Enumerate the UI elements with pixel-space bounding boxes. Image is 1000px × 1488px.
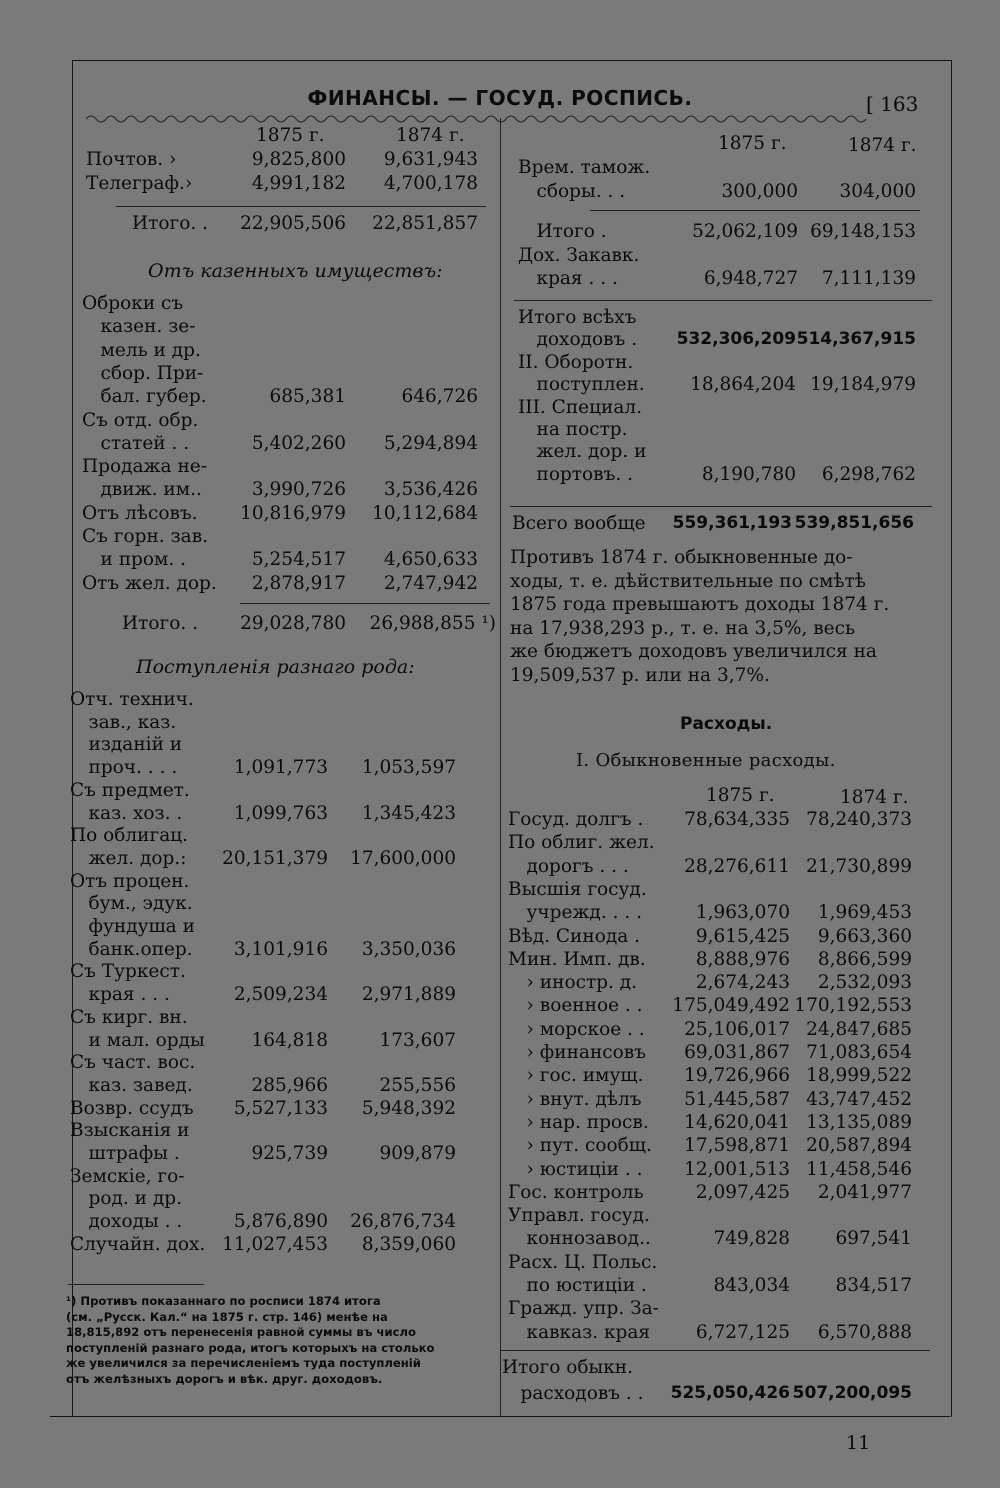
row-label: Съ Туркест. xyxy=(70,961,186,983)
expense-row xyxy=(508,878,912,901)
value-1874: 2,532,093 xyxy=(817,972,912,994)
value-1874: 2,971,889 xyxy=(361,984,456,1006)
table-row xyxy=(518,306,916,329)
table-row xyxy=(70,711,456,734)
value-1874: 8,359,060 xyxy=(361,1233,456,1255)
table-row xyxy=(70,870,456,893)
value-1875: 10,816,979 xyxy=(240,502,346,524)
row-label: поступлен. xyxy=(518,374,645,396)
value-1875: 25,106,017 xyxy=(684,1018,790,1040)
value-1874: 20,587,894 xyxy=(806,1135,912,1157)
itogo-row xyxy=(122,612,496,635)
value-1875: 5,402,260 xyxy=(251,432,346,454)
expense-row xyxy=(508,1018,912,1041)
value-1874: 7,111,139 xyxy=(821,268,916,289)
value-1874: 9,631,943 xyxy=(383,149,478,170)
running-header-title: ФИНАНСЫ. — ГОСУД. РОСПИСЬ. xyxy=(307,86,693,110)
value-1875: 1,091,773 xyxy=(233,757,328,779)
row-label: учрежд. . . . xyxy=(508,902,642,924)
table-row xyxy=(70,847,456,870)
rule xyxy=(240,603,490,604)
value-1874: 19,184,979 xyxy=(810,374,916,396)
rule xyxy=(510,506,932,507)
row-label: кавказ. края xyxy=(508,1321,651,1343)
value-1875: 69,031,867 xyxy=(684,1042,790,1063)
row-label: Отъ жел. дор. xyxy=(82,572,217,594)
row-label: Почтов. › xyxy=(86,149,177,170)
value-1874: 13,135,089 xyxy=(806,1111,912,1133)
value-1875: 19,726,966 xyxy=(684,1065,790,1087)
value-1874: 909,879 xyxy=(379,1143,456,1164)
value-1875: 532,306,209 xyxy=(676,329,796,350)
value-1875: 525,050,426 xyxy=(670,1383,790,1403)
table-row xyxy=(82,315,478,338)
right-year-1875: 1875 г. xyxy=(718,133,787,154)
value-1874: 1,345,423 xyxy=(361,802,456,824)
value-1874: 26,988,855 ¹) xyxy=(369,613,496,634)
value-1875: 2,097,425 xyxy=(695,1181,790,1203)
table-row xyxy=(70,1074,456,1097)
value-1875: 175,049,492 xyxy=(672,995,790,1017)
table-row xyxy=(70,733,456,756)
column-divider xyxy=(500,118,501,1416)
table-row xyxy=(70,1210,456,1233)
table-row xyxy=(70,1165,456,1188)
value-1875: 285,966 xyxy=(251,1074,328,1096)
value-1874: 22,851,857 xyxy=(372,213,478,234)
row-label: банк.опер. xyxy=(70,938,193,960)
row-label: дорогъ . . . xyxy=(508,855,629,877)
value-1874: 26,876,734 xyxy=(350,1211,456,1233)
rule xyxy=(116,206,486,207)
row-label: сборы. . . xyxy=(518,181,626,202)
table-row xyxy=(70,1233,456,1256)
row-label: По облиг. жел. xyxy=(508,832,655,854)
row-label: Гражд. упр. За- xyxy=(508,1298,659,1320)
expense-row xyxy=(508,1227,912,1250)
row-label: каз. хоз. . xyxy=(70,802,183,824)
table-row xyxy=(82,292,478,315)
rule xyxy=(590,210,920,211)
table-row xyxy=(70,756,456,779)
expense-total-row xyxy=(502,1356,912,1379)
row-label: Телеграф.› xyxy=(86,173,193,194)
footnote-line: (см. „Русск. Кал.“ на 1875 г. стр. 146) менѣе на xyxy=(66,1309,388,1324)
row-label: Отъ процен. xyxy=(70,870,190,892)
expense-row xyxy=(508,1204,912,1227)
value-1874: 3,350,036 xyxy=(361,938,456,960)
table-row xyxy=(70,1142,456,1165)
row-label: › морское . . xyxy=(508,1018,645,1040)
value-1874: 8,866,599 xyxy=(817,948,912,970)
decorative-rule xyxy=(86,110,936,128)
row-label: Расх. Ц. Польс. xyxy=(508,1251,658,1273)
value-1875: 925,739 xyxy=(251,1143,328,1164)
value-1874: 11,458,546 xyxy=(806,1158,912,1180)
value-1875: 9,615,425 xyxy=(695,925,790,947)
value-1874: 43,747,452 xyxy=(806,1088,912,1110)
row-label: Управл. госуд. xyxy=(508,1205,650,1227)
value-1875: 2,509,234 xyxy=(233,984,328,1006)
value-1875: 14,620,041 xyxy=(684,1111,790,1133)
ordinary-expenses-subheading: I. Обыкновенные расходы. xyxy=(576,750,836,771)
table-row xyxy=(518,396,916,419)
table-row xyxy=(70,983,456,1006)
row-label: доходы . . xyxy=(70,1211,183,1233)
row-label: › гос. имущ. xyxy=(508,1065,644,1087)
row-label: изданій и xyxy=(70,734,183,756)
table-row xyxy=(82,455,478,478)
row-label: жел. дор. и xyxy=(518,441,647,463)
table-row xyxy=(70,1187,456,1210)
value-1874: 646,726 xyxy=(401,386,478,408)
table-row xyxy=(70,938,456,961)
row-label: Врем. тамож. xyxy=(518,157,651,178)
value-1875: 52,062,109 xyxy=(692,221,798,242)
row-label: Продажа не- xyxy=(82,456,207,478)
section-heading-misc: Поступленія разнаго рода: xyxy=(136,656,415,678)
row-label: Съ част. вос. xyxy=(70,1052,196,1074)
value-1875: 5,527,133 xyxy=(233,1097,328,1119)
expense-row xyxy=(508,1297,912,1320)
row-label: казен. зе- xyxy=(82,316,196,338)
paragraph-line: 1875 года превышаютъ доходы 1874 г. xyxy=(510,594,890,615)
table-row xyxy=(82,362,478,385)
expense-row xyxy=(508,1111,912,1134)
row-label: › пут. сообщ. xyxy=(508,1135,652,1157)
left-year-1875: 1875 г. xyxy=(256,125,325,146)
value-1875: 3,101,916 xyxy=(233,938,328,960)
expenses-heading: Расходы. xyxy=(680,714,773,734)
value-1875: 5,876,890 xyxy=(233,1211,328,1233)
row-label: Взысканія и xyxy=(70,1120,190,1142)
paragraph-line: на 17,938,293 р., т. е. на 3,5%, весь xyxy=(510,617,856,639)
row-label: Всего вообще xyxy=(512,513,646,534)
row-label: › юстиціи . . xyxy=(508,1158,643,1180)
table-row xyxy=(70,892,456,915)
expense-row xyxy=(508,1321,912,1344)
row-label: Итого . xyxy=(518,221,607,242)
section-heading-property: Отъ казенныхъ имуществъ: xyxy=(148,260,443,282)
row-label: Съ кирг. вн. xyxy=(70,1006,188,1028)
table-row xyxy=(518,463,916,486)
row-label: Итого. . xyxy=(122,613,198,634)
expense-row xyxy=(508,925,912,948)
page-number: 11 xyxy=(846,1432,871,1454)
row-label: Съ отд. обр. xyxy=(82,409,199,431)
expense-row xyxy=(508,1158,912,1181)
value-1875: 749,828 xyxy=(713,1228,790,1250)
expense-row xyxy=(508,1274,912,1297)
row-label: Итого обыкн. xyxy=(502,1357,633,1378)
expense-row xyxy=(508,855,912,878)
table-row xyxy=(70,688,456,711)
value-1875: 5,254,517 xyxy=(251,549,346,571)
value-1875: 12,001,513 xyxy=(684,1158,790,1180)
value-1874: 4,650,633 xyxy=(383,549,478,571)
value-1874: 514,367,915 xyxy=(796,329,916,350)
table-row xyxy=(82,339,478,362)
value-1874: 9,663,360 xyxy=(817,925,912,947)
value-1875: 18,864,204 xyxy=(690,374,796,396)
footnote-line: 18,815,892 отъ перенесенія равной суммы въ число xyxy=(66,1325,416,1339)
value-1874: 5,294,894 xyxy=(383,432,478,454)
value-1875: 8,190,780 xyxy=(701,463,796,485)
row-label: Госуд. долгъ . xyxy=(508,809,644,830)
left-year-1874: 1874 г. xyxy=(396,125,465,146)
right-year-1874: 1874 г. xyxy=(848,135,917,156)
value-1875: 4,991,182 xyxy=(251,173,346,194)
value-1874: 5,948,392 xyxy=(361,1097,456,1119)
value-1875: 78,634,335 xyxy=(684,809,790,830)
table-row xyxy=(86,148,478,171)
row-label: фундуша и xyxy=(70,916,195,937)
value-1875: 843,034 xyxy=(713,1275,790,1296)
value-1875: 17,598,871 xyxy=(684,1135,790,1157)
footnote-line: поступленій разнаго рода, итогъ которыхъ на столько xyxy=(66,1340,435,1355)
expense-row xyxy=(508,1134,912,1157)
row-label: род. и др. xyxy=(70,1188,182,1210)
row-label: Земскіе, го- xyxy=(70,1165,185,1187)
table-row xyxy=(518,267,916,290)
row-label: II. Оборотн. xyxy=(518,351,634,373)
table-row xyxy=(518,373,916,396)
value-1875: 3,990,726 xyxy=(251,479,346,501)
value-1874: 4,700,178 xyxy=(383,173,478,194)
table-row xyxy=(70,960,456,983)
row-label: на постр. xyxy=(518,419,628,440)
row-label: доходовъ . xyxy=(518,329,638,351)
row-label: Случайн. дох. xyxy=(70,1233,206,1255)
row-label: проч. . . . xyxy=(70,757,178,779)
table-row xyxy=(82,525,478,548)
value-1875: 20,151,379 xyxy=(222,847,328,869)
value-1875: 29,028,780 xyxy=(240,613,346,634)
value-1874: 1,053,597 xyxy=(361,757,456,779)
row-label: Дох. Закавк. xyxy=(518,244,640,266)
paragraph-line: Противъ 1874 г. обыкновенные до- xyxy=(510,547,853,568)
row-label: расходовъ . . xyxy=(502,1383,644,1404)
value-1874: 255,556 xyxy=(379,1074,456,1096)
value-1874: 24,847,685 xyxy=(806,1018,912,1040)
row-label: Итого всѣхъ xyxy=(518,307,637,328)
value-1875: 300,000 xyxy=(721,181,798,202)
value-1875: 6,948,727 xyxy=(703,268,798,289)
paragraph-line: 19,509,537 р. или на 3,7%. xyxy=(510,664,770,686)
row-label: Мин. Имп. дв. xyxy=(508,948,646,970)
table-row xyxy=(82,502,478,525)
table-row xyxy=(70,1051,456,1074)
expense-row xyxy=(508,808,912,831)
table-row xyxy=(518,220,916,243)
value-1874: 173,607 xyxy=(379,1029,456,1051)
value-1874: 17,600,000 xyxy=(350,847,456,869)
row-label: и пром. . xyxy=(82,549,187,571)
expense-row xyxy=(508,1088,912,1111)
table-row xyxy=(70,1029,456,1052)
row-label: Съ предмет. xyxy=(70,779,190,801)
row-label: штрафы . xyxy=(70,1143,180,1164)
row-label: коннозавод.. xyxy=(508,1228,651,1250)
rule xyxy=(500,1350,930,1351)
table-row xyxy=(70,1006,456,1029)
expense-row xyxy=(508,831,912,854)
row-label: портовъ. . xyxy=(518,463,634,485)
row-label: Вѣд. Синода . xyxy=(508,925,641,947)
expense-total-row xyxy=(502,1382,912,1405)
footnote-line: же увеличился за перечисленіемъ туда поступленій xyxy=(66,1356,421,1370)
value-1874: 3,536,426 xyxy=(383,479,478,501)
expense-row xyxy=(508,971,912,994)
value-1874: 1,969,453 xyxy=(817,902,912,924)
row-label: бал. губер. xyxy=(82,386,207,408)
row-label: бум., эдук. xyxy=(70,893,193,915)
table-row xyxy=(70,915,456,938)
table-row xyxy=(518,156,916,179)
value-1874: 10,112,684 xyxy=(372,502,478,524)
row-label: сбор. При- xyxy=(82,362,204,384)
value-1875: 6,727,125 xyxy=(695,1321,790,1343)
row-label: каз. завед. xyxy=(70,1074,193,1096)
rule xyxy=(514,300,932,301)
table-row xyxy=(82,409,478,432)
row-label: › финансовъ xyxy=(508,1042,646,1063)
row-label: жел. дор.: xyxy=(70,847,187,869)
row-label: Высшія госуд. xyxy=(508,878,647,900)
value-1874: 6,570,888 xyxy=(817,1321,912,1343)
expense-row xyxy=(508,994,912,1017)
row-label: зав., каз. xyxy=(70,711,177,733)
row-label: › внут. дѣлъ xyxy=(508,1088,642,1110)
table-row xyxy=(70,779,456,802)
row-label: Оброки съ xyxy=(82,293,184,314)
value-1874: 2,747,942 xyxy=(383,572,478,594)
value-1874: 18,999,522 xyxy=(806,1065,912,1087)
row-label: по юстиціи . xyxy=(508,1275,647,1296)
row-label: края . . . xyxy=(70,984,170,1006)
value-1874: 69,148,153 xyxy=(810,221,916,242)
row-label: › иностр. д. xyxy=(508,972,638,994)
value-1874: 170,192,553 xyxy=(794,995,912,1017)
expense-row xyxy=(508,1041,912,1064)
row-label: статей . . xyxy=(82,432,190,454)
value-1875: 51,445,587 xyxy=(684,1088,790,1110)
value-1874: 697,541 xyxy=(835,1228,912,1250)
value-1874: 71,083,654 xyxy=(806,1042,912,1063)
table-row xyxy=(86,172,478,195)
row-label: III. Специал. xyxy=(518,396,643,418)
table-row xyxy=(70,1097,456,1120)
running-header-page: [ 163 xyxy=(866,92,919,116)
expense-row xyxy=(508,948,912,971)
value-1874: 78,240,373 xyxy=(806,809,912,830)
value-1875: 8,888,976 xyxy=(695,948,790,970)
expense-row xyxy=(508,1251,912,1274)
row-label: Возвр. ссудъ xyxy=(70,1097,194,1119)
table-row xyxy=(82,548,478,571)
footnote-line: отъ желѣзныхъ дорогъ и вѣк. друг. доходовъ. xyxy=(66,1371,383,1386)
footnote-line: ¹) Противъ показаннаго по росписи 1874 итога xyxy=(66,1294,381,1308)
table-row xyxy=(518,418,916,441)
summary-paragraph xyxy=(510,546,930,687)
table-row xyxy=(82,432,478,455)
exp-year-1875: 1875 г. xyxy=(706,785,775,806)
value-1874: 304,000 xyxy=(839,181,916,202)
table-row xyxy=(518,180,916,203)
row-label: Съ горн. зав. xyxy=(82,526,208,547)
value-1875: 559,361,193 xyxy=(672,513,792,533)
value-1875: 22,905,506 xyxy=(240,213,346,234)
row-label: Отъ лѣсовъ. xyxy=(82,502,198,524)
row-label: и мал. орды xyxy=(70,1029,205,1051)
paragraph-line: же бюджетъ доходовъ увеличился на xyxy=(510,641,877,662)
expense-row xyxy=(508,1181,912,1204)
table-row xyxy=(82,478,478,501)
paragraph-line: ходы, т. е. дѣйствительные по смѣтѣ xyxy=(510,570,866,592)
table-row xyxy=(82,385,478,408)
value-1874: 2,041,977 xyxy=(817,1181,912,1203)
total-row xyxy=(512,512,914,535)
row-label: › нар. просв. xyxy=(508,1111,649,1133)
row-label: движ. им.. xyxy=(82,479,202,501)
value-1875: 11,027,453 xyxy=(222,1233,328,1255)
row-label: Отч. технич. xyxy=(70,689,194,710)
value-1875: 1,099,763 xyxy=(233,802,328,824)
exp-year-1874: 1874 г. xyxy=(840,787,909,808)
table-row xyxy=(70,824,456,847)
table-row xyxy=(518,244,916,267)
value-1875: 164,818 xyxy=(251,1029,328,1051)
table-row xyxy=(70,802,456,825)
value-1874: 6,298,762 xyxy=(821,463,916,485)
bottom-rule xyxy=(50,1416,950,1417)
itogo-row xyxy=(132,212,478,235)
table-row xyxy=(82,572,478,595)
row-label: мель и др. xyxy=(82,339,201,361)
expense-row xyxy=(508,901,912,924)
row-label: Итого. . xyxy=(132,213,208,234)
row-label: По облигац. xyxy=(70,825,189,847)
value-1874: 834,517 xyxy=(835,1275,912,1296)
expense-row xyxy=(508,1064,912,1087)
value-1875: 1,963,070 xyxy=(695,902,790,924)
value-1875: 28,276,611 xyxy=(684,855,790,877)
value-1874: 507,200,095 xyxy=(792,1383,912,1403)
value-1875: 685,381 xyxy=(269,386,346,408)
table-row xyxy=(518,328,916,351)
value-1875: 9,825,800 xyxy=(251,149,346,170)
rule xyxy=(68,1284,204,1285)
value-1874: 539,851,656 xyxy=(794,513,914,533)
footnote xyxy=(66,1294,486,1387)
table-row xyxy=(70,1119,456,1142)
row-label: Гос. контроль xyxy=(508,1181,644,1203)
value-1875: 2,674,243 xyxy=(695,972,790,994)
table-row xyxy=(518,351,916,374)
row-label: края . . . xyxy=(518,268,618,289)
value-1875: 2,878,917 xyxy=(251,572,346,594)
table-row xyxy=(518,440,916,463)
value-1874: 21,730,899 xyxy=(806,855,912,877)
row-label: › военное . . xyxy=(508,995,643,1017)
